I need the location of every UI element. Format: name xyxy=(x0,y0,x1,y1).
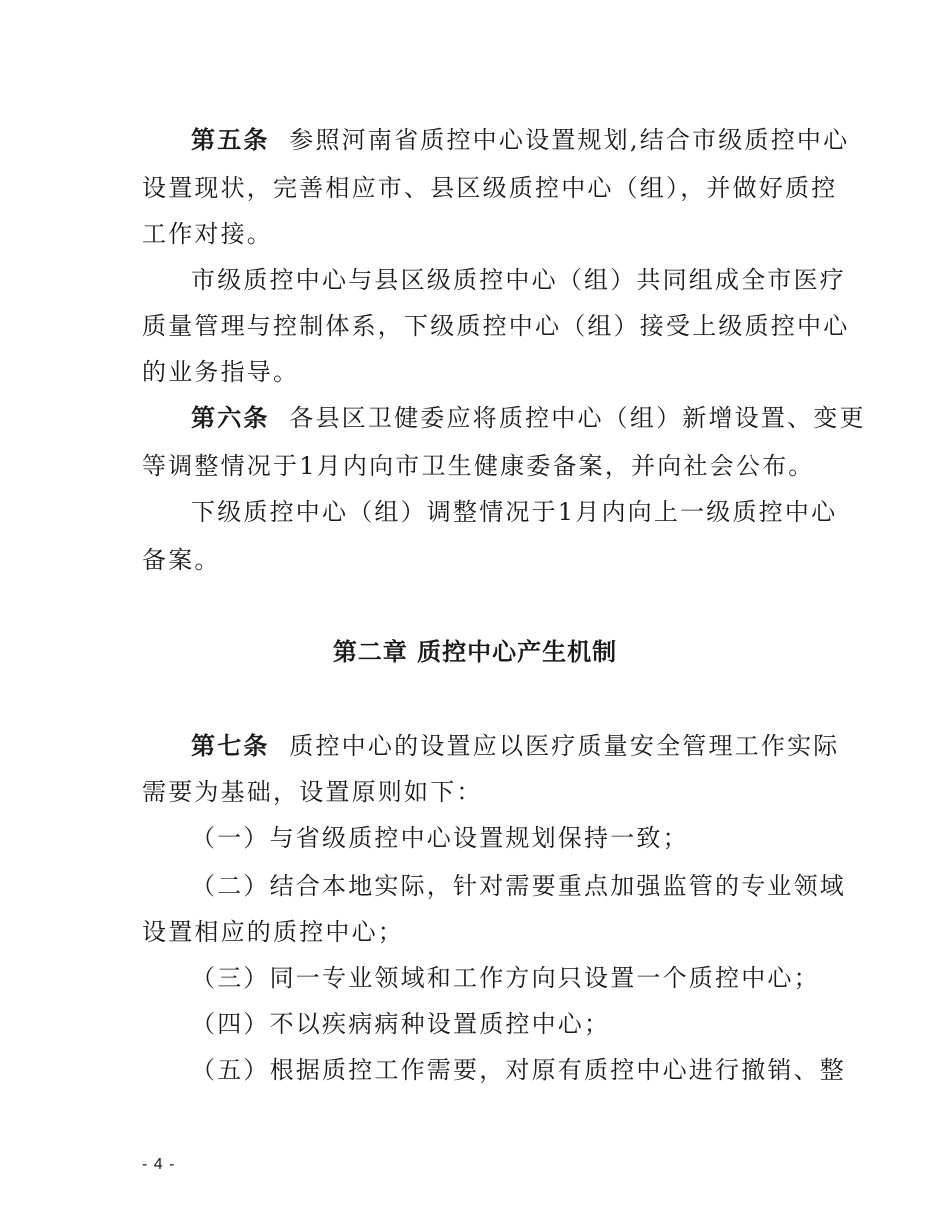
article-6-line-1 xyxy=(191,403,866,433)
article-5b-line-1: 市级质控中心与县区级质控中心（组）共同组成全市医疗 xyxy=(191,266,846,294)
article-5-line-1 xyxy=(191,125,849,155)
article-5-text-1: 参照河南省质控中心设置规划,结合市级质控中心 xyxy=(289,126,850,154)
article-5-line-2: 设置现状，完善相应市、县区级质控中心（组），并做好质控 xyxy=(142,174,838,202)
list-item-2-line-1: （二）结合本地实际，针对需要重点加强监管的专业领域 xyxy=(191,872,846,900)
chapter-heading: 第二章 质控中心产生机制 xyxy=(332,638,618,666)
list-item-2-line-2: 设置相应的质控中心； xyxy=(142,918,404,946)
article-6b-line-1: 下级质控中心（组）调整情况于1月内向上一级质控中心 xyxy=(191,498,838,526)
article-5b-line-2: 质量管理与控制体系，下级质控中心（组）接受上级质控中心 xyxy=(142,312,850,340)
article-7-text-1: 质控中心的设置应以医疗质量安全管理工作实际 xyxy=(289,732,840,760)
article-6-line-2: 等调整情况于1月内向市卫生健康委备案，并向社会公布。 xyxy=(142,452,815,480)
article-6-text-1: 各县区卫健委应将质控中心（组）新增设置、变更 xyxy=(289,404,866,432)
article-5b-line-3: 的业务指导。 xyxy=(142,358,300,386)
list-item-3: （三）同一专业领域和工作方向只设置一个质控中心； xyxy=(191,964,820,992)
article-5-label: 第五条 xyxy=(191,126,270,154)
article-7-label: 第七条 xyxy=(191,732,270,760)
page-number: - 4 - xyxy=(142,1156,176,1173)
list-item-5: （五）根据质控工作需要，对原有质控中心进行撤销、整 xyxy=(191,1056,846,1084)
article-7-line-1 xyxy=(191,731,839,761)
article-7-line-2: 需要为基础，设置原则如下： xyxy=(142,778,483,806)
article-6-label: 第六条 xyxy=(191,404,270,432)
list-item-1: （一）与省级质控中心设置规划保持一致； xyxy=(191,824,689,852)
list-item-4: （四）不以疾病病种设置质控中心； xyxy=(191,1010,611,1038)
article-5-line-3: 工作对接。 xyxy=(142,220,273,248)
article-6b-line-2: 备案。 xyxy=(142,546,221,574)
